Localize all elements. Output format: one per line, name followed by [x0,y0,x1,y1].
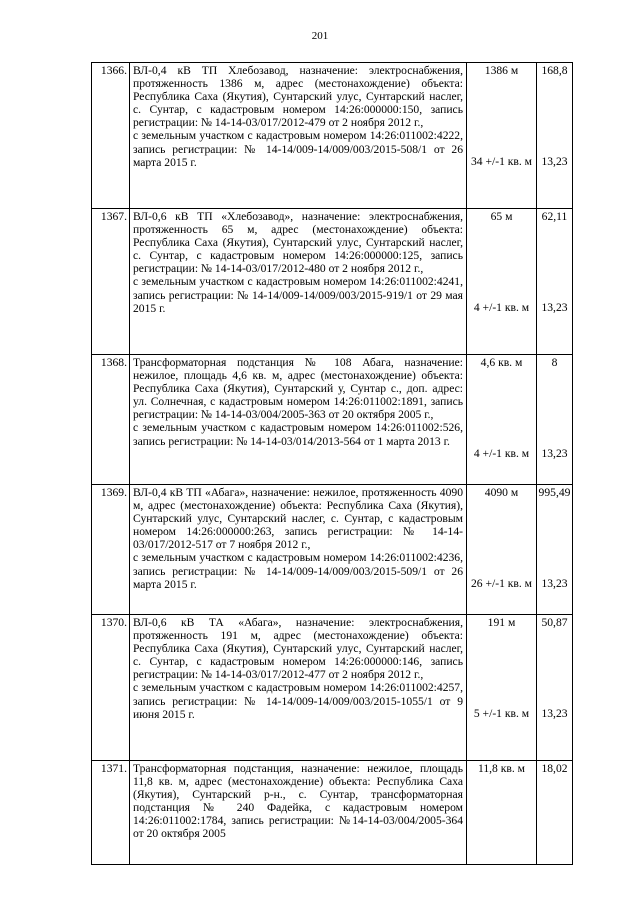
table-row [92,63,573,209]
object-value: 50,87 [541,616,568,629]
land-size: 34 +/-1 кв. м [470,155,533,169]
row-description [130,209,467,355]
row-description [130,63,467,209]
land-value: 13,23 [541,301,568,315]
row-value [537,761,573,865]
land-size: 4 +/-1 кв. м [473,301,530,315]
land-plot-description: с земельным участком с кадастровым номером 14:26:011002:4257, запись регистрации: № 14-14/009-14/009/003/2015-1055/1 от 9 июня 2015 г. [133,681,463,721]
land-plot-description: с земельным участком с кадастровым номером 14:26:011002:4222, запись регистрации: № 14-14/009-14/009/003/2015-508/1 от 26 марта 2015 г. [133,129,463,169]
object-size: 11,8 кв. м [478,762,525,775]
row-number: 1369. [92,485,130,615]
page-number: 201 [311,30,329,42]
row-description [130,355,467,485]
object-description: ВЛ-0,4 кВ ТП Хлебозавод, назначение: электроснабжения, протяженность 1386 м, адрес (местонахождение) объекта: Республика Саха (Якутия), Сунтарский улус, Сунтарский наслег, с. Сунтар, с кадастровым номером 14:26:000000:150, запись регистрации: № 14-14-03/017/2012-479 от 2 ноября 2012 г., [133,64,463,130]
row-description [130,485,467,615]
row-number: 1368. [92,355,130,485]
table-row [92,485,573,615]
object-description: ВЛ-0,6 кВ ТП «Хлебозавод», назначение: электроснабжения, протяженность 65 м, адрес (местонахождение) объекта: Республика Саха (Якутия), Сунтарский улус, Сунтарский наслег, с. Сунтар, с кадастровым номером 14:26:000000:125, запись регистрации: № 14-14-03/017/2012-480 от 2 ноября 2012 г., [133,210,463,276]
object-size: 1386 м [484,64,519,77]
row-value [537,355,573,485]
row-description [130,761,467,865]
object-value: 18,02 [541,762,568,775]
object-size: 4090 м [484,486,519,499]
table-row [92,355,573,485]
object-description: ВЛ-0,4 кВ ТП «Абага», назначение: нежилое, протяженность 4090 м, адрес (местонахождение) объекта: Республика Саха (Якутия), Сунтарский улус, Сунтарский наслег, с. Сунтар, с кадастровым номером 14:26:000000:263, запись регистрации: № 14-14-03/017/2012-517 от 7 ноября 2012 г., [133,486,463,552]
row-size [467,761,537,865]
row-number: 1371. [92,761,130,865]
property-table [91,62,573,865]
object-value: 8 [551,356,558,369]
row-size [467,355,537,485]
land-size: 26 +/-1 кв. м [470,577,533,591]
object-description: Трансформаторная подстанция № 108 Абага, назначение: нежилое, площадь 4,6 кв. м, адрес (местонахождение) объекта: Республика Саха (Якутия), Сунтарский у, Сунтар с., доп. адрес: ул. Солнечная, с кадастровым номером 14:26:011002:1891, запись регистрации: № 14-14-03/004/2005-363 от 20 октября 2005 г., [133,356,463,422]
land-value: 13,23 [541,155,568,169]
row-value [537,63,573,209]
row-number: 1366. [92,63,130,209]
table-row [92,761,573,865]
land-plot-description: с земельным участком с кадастровым номером 14:26:011002:4236, запись регистрации: № 14-14/009-14/009/003/2015-509/1 от 26 марта 2015 г. [133,551,463,591]
row-description [130,615,467,761]
table-row [92,209,573,355]
row-value [537,209,573,355]
row-size [467,615,537,761]
object-size: 191 м [487,616,516,629]
row-size [467,485,537,615]
object-value: 168,8 [541,64,568,77]
table-row [92,615,573,761]
object-size: 4,6 кв. м [480,356,523,369]
row-size [467,63,537,209]
land-value: 13,23 [541,447,568,461]
object-description: Трансформаторная подстанция, назначение: нежилое, площадь 11,8 кв. м, адрес (местонахождение) объекта: Республика Саха (Якутия), Сунтарский р-н., с. Сунтар, трансформаторная подстанция № 240 Фадейка, с кадастровым номером 14:26:011002:1784, запись регистрации: №14-14-03/004/2005-364 от 20 октября 2005 [133,762,463,841]
land-value: 13,23 [541,707,568,721]
row-number: 1370. [92,615,130,761]
object-value: 62,11 [541,210,568,223]
object-value: 995,49 [538,486,571,499]
object-size: 65 м [490,210,513,223]
row-value [537,615,573,761]
row-size [467,209,537,355]
object-description: ВЛ-0,6 кВ ТА «Абага», назначение: электроснабжения, протяженность 191 м, адрес (местонахождение) объекта: Республика Саха (Якутия), Сунтарский улус, Сунтарский наслег, с. Сунтар, с кадастровым номером 14:26:000000:146, запись регистрации: № 14-14-03/017/2012-477 от 2 ноября 2012 г., [133,616,463,682]
land-value: 13,23 [541,577,568,591]
land-size: 4 +/-1 кв. м [473,447,530,461]
land-size: 5 +/-1 кв. м [473,707,530,721]
row-value [537,485,573,615]
land-plot-description: с земельным участком с кадастровым номером 14:26:011002:526, запись регистрации: № 14-14-03/014/2013-564 от 1 марта 2013 г. [133,421,463,448]
land-plot-description: с земельным участком с кадастровым номером 14:26:011002:4241, запись регистрации: № 14-14/009-14/009/003/2015-919/1 от 29 мая 2015 г. [133,275,463,315]
row-number: 1367. [92,209,130,355]
